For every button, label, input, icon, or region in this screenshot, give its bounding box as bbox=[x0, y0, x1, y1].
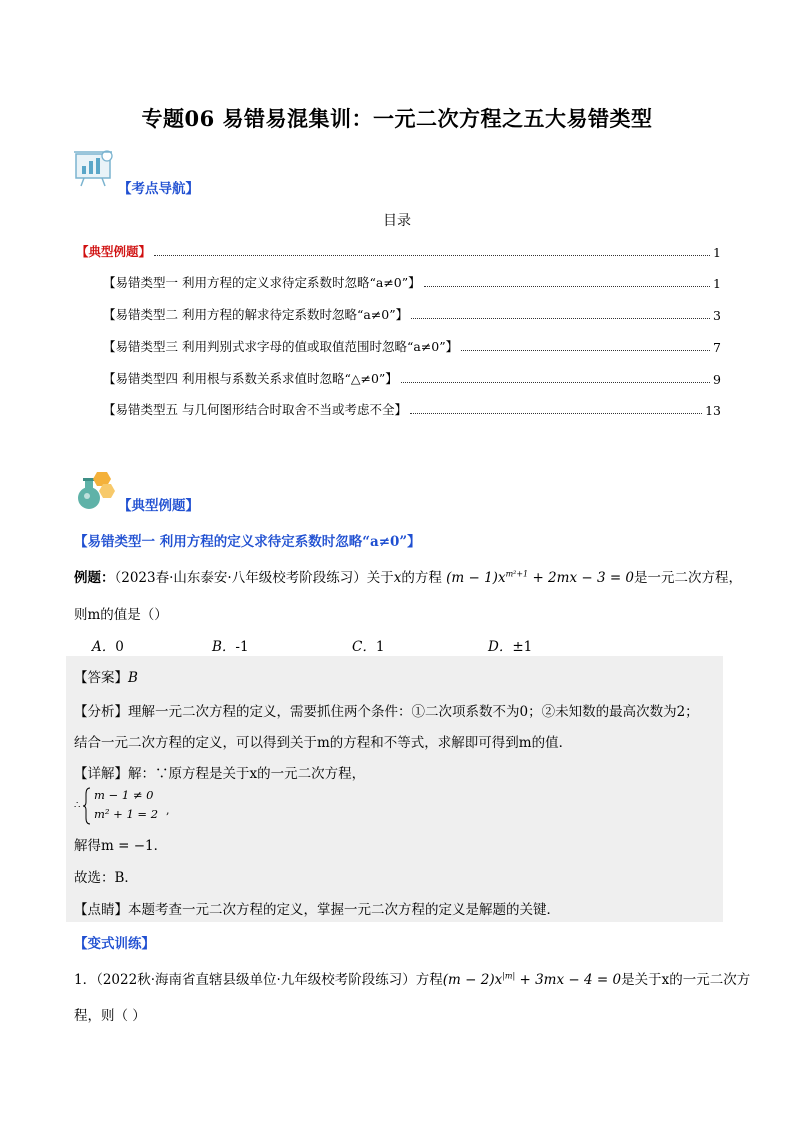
flask-icon bbox=[73, 468, 117, 512]
toc-page: 13 bbox=[705, 403, 721, 418]
option-c[interactable]: C．1 bbox=[352, 639, 385, 655]
toc-leader bbox=[411, 317, 710, 319]
toc-item-label: 【易错类型五 与几何图形结合时取舍不当或考虑不全】 bbox=[103, 402, 407, 417]
toc-item-5[interactable] bbox=[103, 400, 721, 418]
toc-item-label: 【易错类型二 利用方程的解求待定系数时忽略“a≠0”】 bbox=[103, 307, 409, 322]
system-eq1: m − 1 ≠ 0 bbox=[94, 788, 154, 802]
analysis-line2: 结合一元二次方程的定义，可以得到关于m的方程和不等式，求解即可得到m的值． bbox=[74, 735, 573, 751]
question1-equation: $(m - 2)x^{|m|} + 3mx - 4 = 0$ bbox=[442, 971, 622, 988]
example-question-line2: 则m的值是（） bbox=[74, 607, 168, 623]
page-title: 专题06 易错易混集训：一元二次方程之五大易错类型 bbox=[141, 106, 653, 131]
toc-item-3[interactable] bbox=[103, 337, 721, 355]
toc-page: 1 bbox=[713, 245, 721, 260]
type1-heading: 【易错类型一 利用方程的定义求待定系数时忽略“a≠0”】 bbox=[74, 534, 421, 550]
toc-leader bbox=[424, 285, 710, 287]
example-section-label: 【典型例题】 bbox=[118, 498, 199, 514]
therefore-symbol: ∴ bbox=[74, 800, 81, 811]
toc-item-label: 【易错类型三 利用判别式求字母的值或取值范围时忽略“a≠0”】 bbox=[103, 339, 459, 354]
option-a[interactable]: A．0 bbox=[92, 639, 124, 655]
analysis-label: 【分析】 bbox=[74, 704, 128, 720]
answer-label: 【答案】 bbox=[74, 670, 128, 686]
nav-section-label: 【考点导航】 bbox=[118, 181, 199, 197]
variant-heading: 【变式训练】 bbox=[74, 936, 155, 952]
brace-icon bbox=[82, 786, 92, 826]
example-equation: $(m - 1)x^{m^2+1} + 2mx - 3 = 0$ bbox=[446, 569, 635, 586]
answer-value: B bbox=[128, 670, 138, 686]
toc-item-2[interactable] bbox=[103, 305, 721, 323]
example-prefix: 例题： bbox=[74, 570, 115, 586]
comment-label: 【点睛】 bbox=[74, 902, 128, 918]
example-source: （2023春·山东泰安·八年级校考阶段练习）关于 bbox=[114, 570, 394, 586]
detail-label: 【详解】 bbox=[74, 766, 128, 782]
toc-main-label: 【典型例题】 bbox=[76, 244, 152, 259]
toc-item-label: 【易错类型一 利用方程的定义求待定系数时忽略“a≠0”】 bbox=[103, 275, 421, 290]
toc-page: 3 bbox=[713, 308, 721, 323]
toc-item-label: 【易错类型四 利用根与系数关系求值时忽略“△≠0”】 bbox=[103, 371, 398, 386]
toc-page: 1 bbox=[713, 276, 721, 291]
toc-page: 9 bbox=[713, 372, 721, 387]
toc-leader bbox=[410, 412, 702, 414]
equation-system: ∴ m − 1 ≠ 0 m² + 1 = 2 , bbox=[74, 786, 194, 826]
toc-item-1[interactable] bbox=[103, 273, 721, 291]
toc-item-main[interactable] bbox=[76, 242, 721, 260]
question1-line1: 1．（2022秋·海南省直辖县级单位·九年级校考阶段练习）方程$(m - 2)x^{|m|} + 3mx - 4 = 0$是关于x的一元二次方 bbox=[74, 971, 751, 988]
toc-leader bbox=[461, 349, 710, 351]
option-b[interactable]: B．-1 bbox=[212, 639, 249, 655]
toc-heading: 目录 bbox=[383, 213, 411, 229]
option-d[interactable]: D．±1 bbox=[488, 639, 533, 655]
presentation-board-icon bbox=[74, 148, 118, 188]
toc-leader bbox=[401, 381, 710, 383]
system-eq2: m² + 1 = 2 bbox=[94, 807, 159, 821]
example-mid: 的方程 bbox=[401, 570, 442, 586]
analysis-line1: 【分析】理解一元二次方程的定义，需要抓住两个条件：①二次项系数不为0；②未知数的最高次数为2； bbox=[74, 704, 699, 720]
detail-line1: 【详解】解：∵原方程是关于x的一元二次方程， bbox=[74, 766, 366, 782]
question1-line2: 程，则（ ） bbox=[74, 1008, 146, 1024]
toc-page: 7 bbox=[713, 340, 721, 355]
example-question-line1: 例题：（2023春·山东泰安·八年级校考阶段练习）关于x的方程 $(m - 1)x^{m^2+1} + 2mx - 3 = 0$是一元二次方程， bbox=[74, 569, 743, 586]
solve-line: 解得m = −1． bbox=[74, 838, 168, 854]
answer-line bbox=[74, 666, 138, 686]
example-suffix: 是一元二次方程， bbox=[634, 570, 743, 586]
toc-leader bbox=[154, 254, 710, 256]
choose-line: 故选：B． bbox=[74, 870, 138, 886]
comment-line: 【点睛】本题考查一元二次方程的定义，掌握一元二次方程的定义是解题的关键． bbox=[74, 902, 560, 918]
toc-item-4[interactable] bbox=[103, 369, 721, 387]
